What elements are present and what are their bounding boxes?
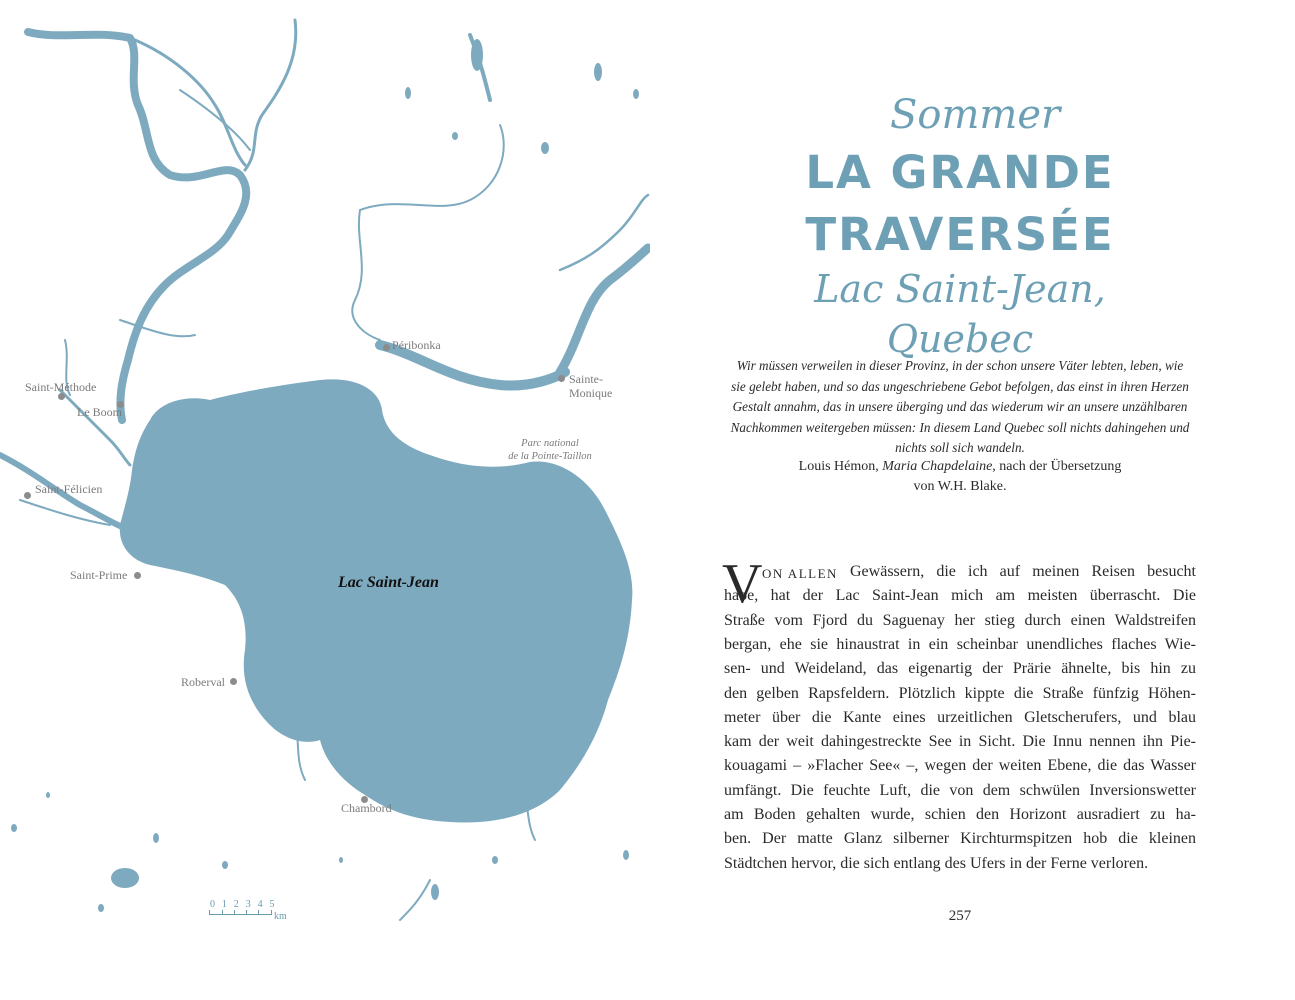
scale-bar [209,914,272,915]
place-park-line2: de la Pointe-Taillon [508,451,592,462]
body-line: habe, hat der Lac Saint-Jean mich am meisten überrascht. Die [724,587,1196,605]
creek-south-2 [400,880,430,920]
body-line: Straße vom Fjord du Saguenay her stieg durch einen Waldstreifen [724,611,1196,629]
attrib-rest: , nach der Übersetzung [992,459,1122,474]
river-north-west [28,32,246,420]
scale-tick [209,910,210,914]
town-dot-peribonka [383,344,390,351]
attrib-author: Louis Hémon, [798,459,879,474]
scale-tick [271,910,272,914]
place-park-line1: Parc national [521,438,579,449]
body-line: bergan, ehe sie hinaustrat in ein scheinbar unendliches flaches Wie- [724,635,1196,653]
scale-tick [246,910,247,914]
body-line: kam der weit dahingestreckte See in Sicht. Die Innu nennen ihn Pie- [724,733,1196,751]
river-east-upper [560,248,648,372]
river-peribonka-upper [360,125,504,210]
scale-tick [258,910,259,914]
place-saint-prime: Saint-Prime [70,568,128,582]
body-line: sen- und Weideland, das eigenartig der Prärie ähnelte, bis hin zu [724,660,1196,678]
place-peribonka: Péribonka [392,338,441,352]
river-north-fork [180,90,250,150]
season-title: Sommer [890,92,1061,138]
town-dot-saint-prime [134,572,141,579]
scale-tick [234,910,235,914]
body-line: ben. Der matte Glanz silberner Kirchturmspitzen hob die kleinen [724,830,1196,848]
drop-cap: V [722,553,763,615]
location-subtitle: Lac Saint-Jean, Quebec [814,267,1106,361]
epigraph-attribution [730,457,1190,477]
place-le-boom: Le Boom [77,405,122,419]
small-caps-opening: ON ALLEN [762,566,838,581]
town-dot-saint-felicien [24,492,31,499]
town-dot-sainte-monique [558,375,565,382]
page-number: 257 [948,908,972,924]
place-sainte-monique-2: Monique [569,386,613,400]
lake-label: Lac Saint-Jean [338,574,439,591]
place-sainte-monique-1: Sainte- [569,372,603,386]
body-line: Gewässern, die ich auf meinen Reisen besucht [850,563,1196,580]
body-line: umfängt. Die feuchte Luft, die von dem schwülen Inversionswetter [724,781,1196,799]
epigraph-attribution-line2: von W.H. Blake. [913,479,1007,494]
attrib-book: Maria Chapdelaine [882,459,993,474]
scale-unit: km [274,911,287,922]
headline-line1: LA GRANDE [805,146,1115,199]
body-line: den gelben Rapsfeldern. Plötzlich kippte die Straße fünfzig Höhen- [724,684,1196,702]
river-mistassini [120,320,195,336]
body-line: am Boden gehalten wurde, schien den Horizont ausradiert zu ha- [724,806,1196,823]
body-line: meter über die Kante eines urzeitlichen Gletscherufers, und blau [724,708,1196,726]
river-peribonka-mid [352,210,380,340]
place-saint-felicien: Saint-Félicien [35,482,103,496]
body-line: kouagami – »Flacher See« –, wegen der weiten Ebene, die das Wasser [724,757,1196,775]
town-dot-roberval [230,678,237,685]
river-north-east [245,20,296,170]
epigraph: Wir müssen verweilen in dieser Provinz, in der schon unsere Väter lebten, leben, wie sie gelebt haben, und so das ungeschriebene Gebot befolgen, das einst in ihren Herzen Gestalt annahm, das in unsere überging und das wiederum wir an unsere unzählbaren Nachkommen weitergeben müssen: In diesem Land Quebec soll nichts dahingehen und nichts soll sich wandeln. [730,358,1190,455]
text-panel [650,0,1295,1000]
town-dot-saint-methode [58,393,65,400]
place-saint-methode: Saint-Méthode [25,380,97,394]
place-roberval: Roberval [181,675,225,689]
scale-numbers: 0 1 2 3 4 5 [210,899,277,910]
scale-tick [222,910,223,914]
headline-line2: TRAVERSÉE [805,208,1115,261]
body-line: Städtchen hervor, die sich entlang des Ufers in der Ferne verloren. [724,854,1149,872]
place-chambord: Chambord [341,801,392,815]
